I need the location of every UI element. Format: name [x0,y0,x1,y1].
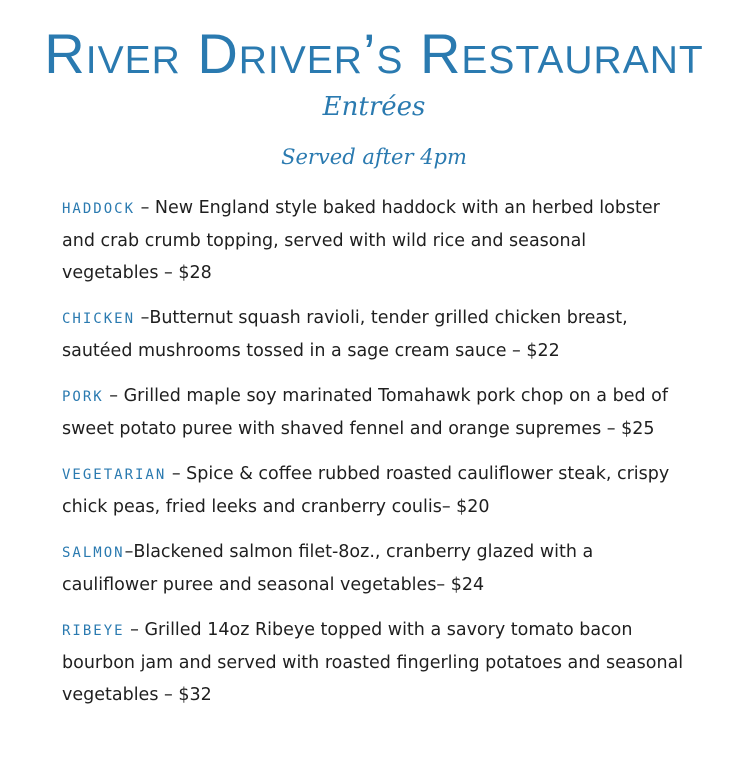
menu-item-pork [62,380,688,445]
menu-item-vegetarian [62,458,688,523]
item-name: SALMON [62,545,125,561]
item-description: –Butternut squash ravioli, tender grilled chicken breast, sautéed mushrooms tossed in a sage cream sauce – $22 [62,308,628,361]
item-name: PORK [62,389,104,405]
item-name: CHICKEN [62,311,136,327]
item-description: – New England style baked haddock with an herbed lobster and crab crumb topping, served with wild rice and seasonal vegetables – $28 [62,198,660,283]
menu-item-ribeye [62,614,688,711]
menu-item-salmon [62,536,688,601]
item-description: –Blackened salmon filet-8oz., cranberry glazed with a cauliflower puree and seasonal vegetables– $24 [62,542,594,595]
item-name: RIBEYE [62,623,125,639]
item-description: – Spice & coffee rubbed roasted cauliflower steak, crispy chick peas, fried leeks and cranberry coulis– $20 [62,464,670,517]
item-name: HADDOCK [62,201,136,217]
restaurant-title: River Driver’s Restaurant [44,22,704,85]
item-name: VEGETARIAN [62,467,167,483]
item-description: – Grilled 14oz Ribeye topped with a savory tomato bacon bourbon jam and served with roasted fingerling potatoes and seasonal vegetables – $32 [62,620,684,705]
section-title: Entrées [322,92,426,122]
entree-list [62,192,688,724]
menu-item-haddock [62,192,688,289]
menu-item-chicken [62,302,688,367]
item-description: – Grilled maple soy marinated Tomahawk pork chop on a bed of sweet potato puree with shaved fennel and orange supremes – $25 [62,386,669,439]
served-note: Served after 4pm [281,145,467,169]
